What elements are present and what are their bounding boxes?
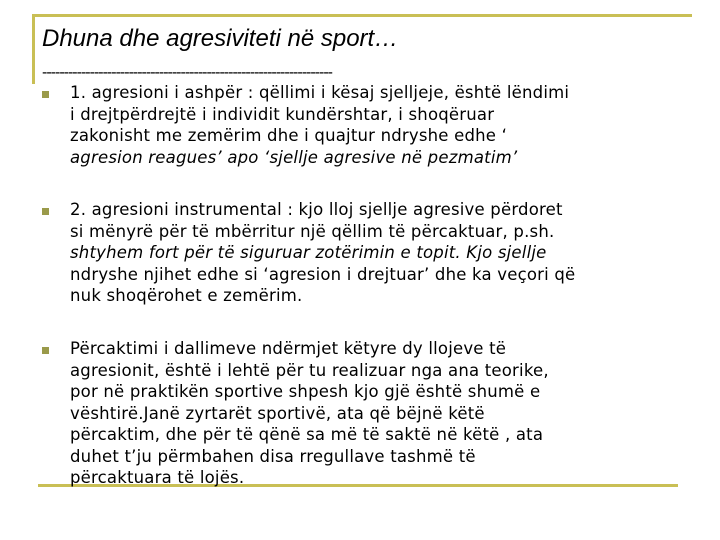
frame-left-border — [32, 14, 35, 84]
paragraph-2-line: si mënyrë për të mbërritur një qëllim të përcaktuar, p.sh. — [70, 221, 555, 241]
paragraph-3-line: përcaktuara të lojës. — [70, 468, 245, 487]
paragraph-1-line: agresion reagues’ apo ‘sjellje agresive në pezmatim’ — [70, 147, 518, 167]
paragraph-2-line: ndryshe njihet edhe si ‘agresion i drejtuar’ dhe ka veçori që — [70, 264, 576, 284]
paragraph-2-line: 2. agresioni instrumental : kjo lloj sjellje agresive përdoret — [70, 200, 563, 219]
paragraph-2-line: shtyhem fort për të siguruar zotërimin e topit. Kjo sjellje — [70, 243, 547, 262]
paragraph-3-line: vështirë.Janë zyrtarët sportivë, ata që bëjnë këtë — [70, 403, 485, 423]
paragraph-2-line: nuk shoqërohet e zemërim. — [70, 286, 303, 305]
bullet-2-icon — [42, 208, 49, 215]
paragraph-3-line: duhet t’ju përmbahen disa rregullave tashmë të — [70, 446, 476, 466]
bullet-1-icon — [42, 91, 49, 98]
bullet-3-icon — [42, 347, 49, 354]
paragraph-1 — [70, 82, 670, 168]
frame-top-border — [32, 14, 692, 17]
paragraph-3-line: Përcaktimi i dallimeve ndërmjet këtyre dy llojeve të — [70, 339, 507, 358]
slide-title: Dhuna dhe agresiviteti në sport… — [42, 25, 399, 52]
paragraph-2 — [70, 199, 670, 307]
paragraph-3 — [70, 338, 670, 489]
title-separator: ------------------------------------------------------------------- — [42, 64, 332, 81]
paragraph-1-line: zakonisht me zemërim dhe i quajtur ndryshe edhe ‘ — [70, 126, 508, 145]
paragraph-1-line: i drejtpërdrejtë i individit kundërshtar, i shoqëruar — [70, 104, 495, 124]
paragraph-1-line: 1. agresioni i ashpër : qëllimi i kësaj sjelljeje, është lëndimi — [70, 83, 570, 102]
paragraph-3-line: por në praktikën sportive shpesh kjo gjë është shumë e — [70, 382, 541, 401]
paragraph-3-line: agresionit, është i lehtë për tu realizuar nga ana teorike, — [70, 360, 549, 380]
paragraph-3-line: përcaktim, dhe për të qënë sa më të saktë në këtë , ata — [70, 425, 544, 444]
